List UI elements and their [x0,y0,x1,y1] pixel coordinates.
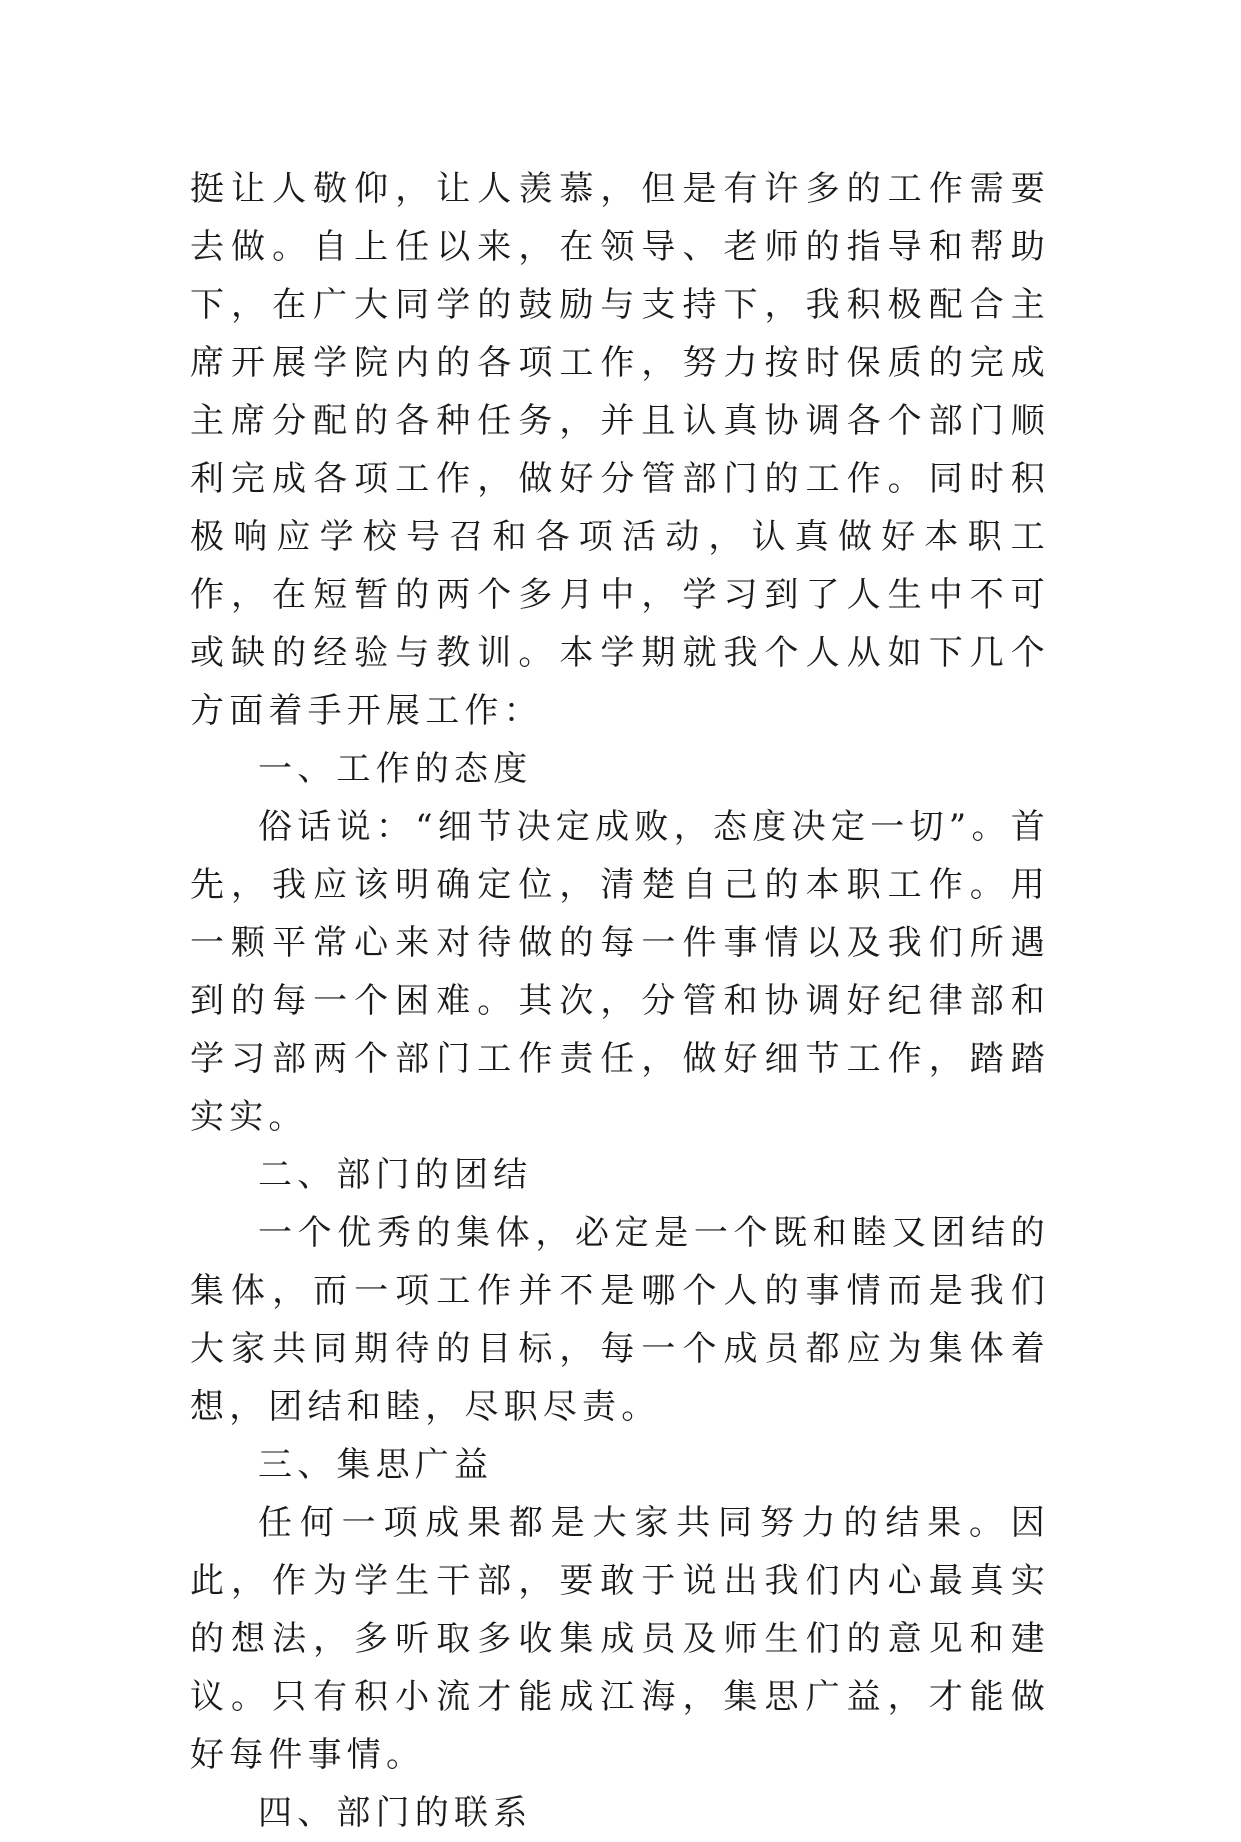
section-heading-contact: 四、部门的联系 [258,1793,533,1833]
document-body [190,160,1050,1842]
section-heading-ideas: 三、集思广益 [258,1445,494,1485]
paragraph-attitude: 俗话说：“细节决定成败，态度决定一切”。首先，我应该明确定位，清楚自己的本职工作。用一颗平常心来对待做的每一件事情以及我们所遇到的每一个困难。其次，分管和协调好纪律部和学习部两个部门工作责任，做好细节工作，踏踏实实。 [190,807,1050,1137]
section-heading-unity: 二、部门的团结 [258,1155,533,1195]
paragraph-ideas: 任何一项成果都是大家共同努力的结果。因此，作为学生干部，要敢于说出我们内心最真实的想法，多听取多收集成员及师生们的意见和建议。只有积小流才能成江海，集思广益，才能做好每件事情。 [190,1503,1050,1775]
paragraph-unity: 一个优秀的集体，必定是一个既和睦又团结的集体，而一项工作并不是哪个人的事情而是我们大家共同期待的目标，每一个成员都应为集体着想，团结和睦，尽职尽责。 [190,1213,1050,1427]
section-heading-attitude: 一、工作的态度 [258,749,533,789]
paragraph-intro: 挺让人敬仰，让人羡慕，但是有许多的工作需要去做。自上任以来，在领导、老师的指导和帮助下，在广大同学的鼓励与支持下，我积极配合主席开展学院内的各项工作，努力按时保质的完成主席分配的各种任务，并且认真协调各个部门顺利完成各项工作，做好分管部门的工作。同时积极响应学校号召和各项活动，认真做好本职工作，在短暂的两个多月中，学习到了人生中不可或缺的经验与教训。本学期就我个人从如下几个方面着手开展工作： [190,169,1050,731]
